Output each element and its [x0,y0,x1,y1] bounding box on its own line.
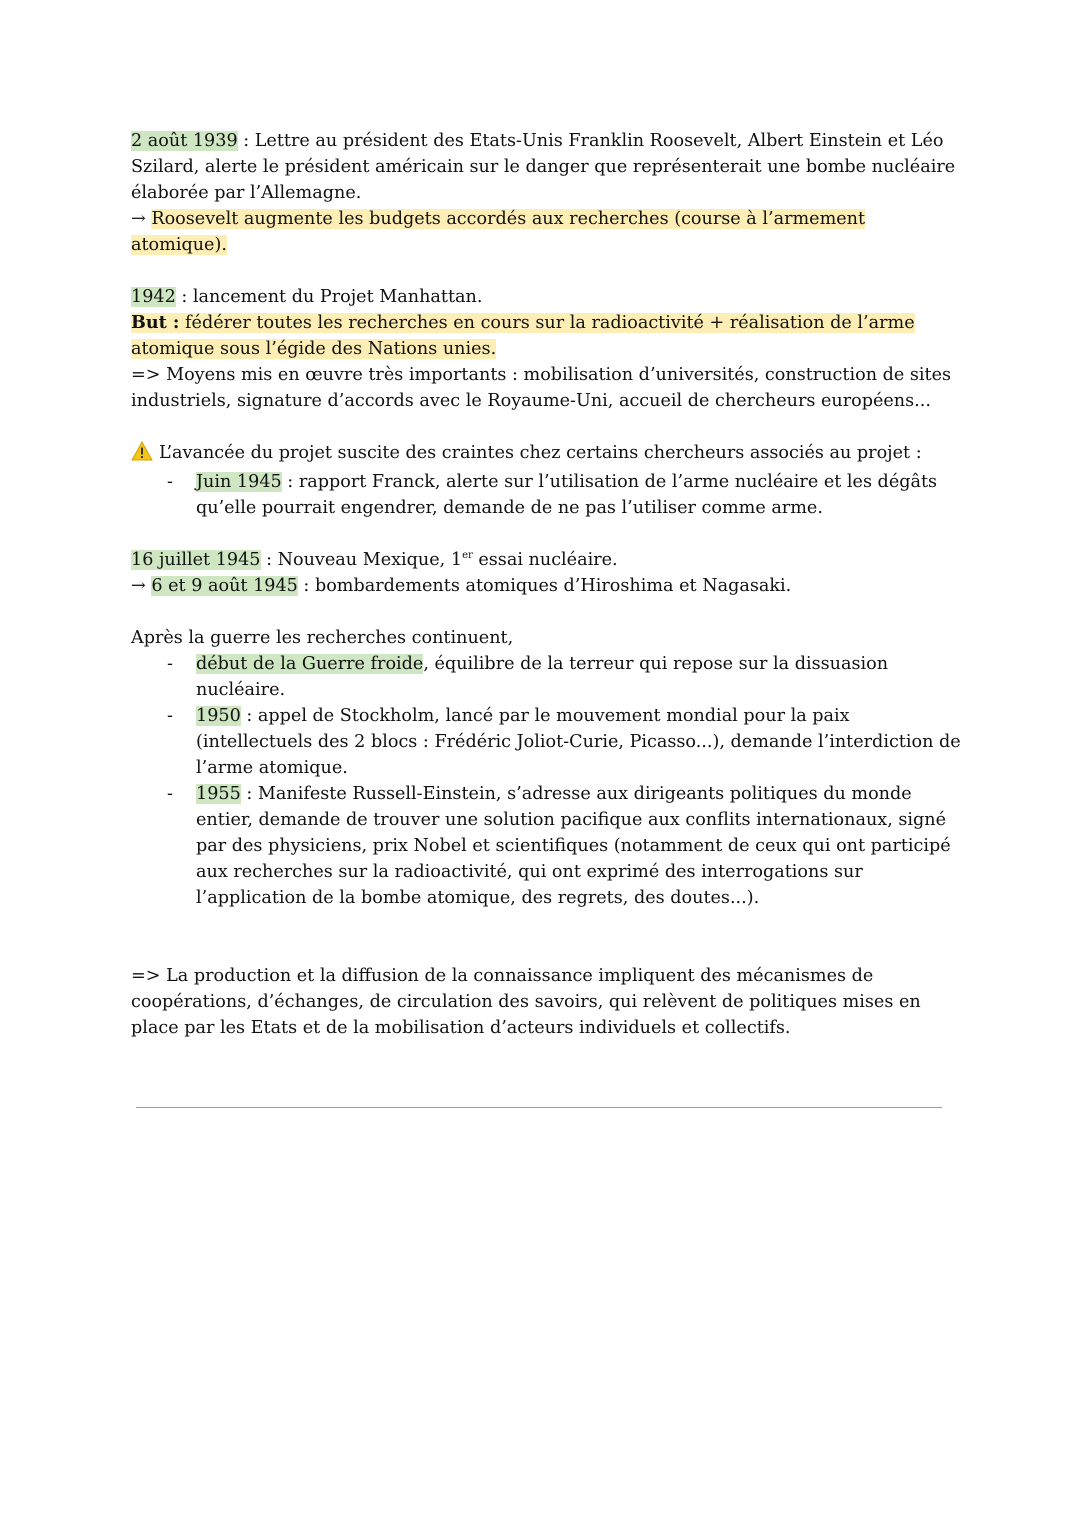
item-text: : rapport Franck, alerte sur l’utilisation de l’arme nucléaire et les dégâts qu’elle pourrait engendrer, demande de ne pas l’utiliser comme arme. [196,472,938,518]
arrow-icon: → [131,576,146,596]
list-item [131,781,961,911]
bullet-dash: - [167,706,173,726]
bombing-line [131,573,961,599]
date-highlight: 1942 [131,287,176,307]
item-text: : appel de Stockholm, lancé par le mouvement mondial pour la paix (intellectuels des 2 blocs : Frédéric Joliot-Curie, Picasso...), demande l’interdiction de l’arme atomique. [196,706,961,778]
warning-text: L’avancée du projet suscite des craintes chez certains chercheurs associés au projet : [159,443,922,463]
paragraph-text: : lancement du Projet Manhattan. [175,287,483,307]
warning-list [131,469,961,521]
date-highlight: Juin 1945 [196,472,282,492]
conclusion: => La production et la diffusion de la connaissance impliquent des mécanismes de coopérations, d’échanges, de circulation des savoirs, qui relèvent de politiques mises en place par les Etats et de la mobilisation d’acteurs individuels et collectifs. [131,966,921,1038]
bullet-dash: - [167,472,173,492]
item-highlight: début de la Guerre froide [196,654,424,674]
paragraph-1942 [131,284,961,310]
bullet-dash: - [167,784,173,804]
list-item [131,703,961,781]
after-war-list [131,651,961,911]
paragraph-1945 [131,547,961,573]
item-highlight: 1950 [196,706,241,726]
item-highlight: 1955 [196,784,241,804]
item-text: : Manifeste Russell-Einstein, s’adresse aux dirigeants politiques du monde entier, demande de trouver une solution pacifique aux conflits internationaux, signé par des physiciens, prix Nobel et scientifiques (notamment de ceux qui ont participé aux recherches sur la radioactivité, qui ont exprimé des interrogations sur l’application de la bombe atomique, des regrets, des doutes...). [196,784,951,908]
bullet-dash: - [167,654,173,674]
consequence-highlight: Roosevelt augmente les budgets accordés aux recherches (course à l’armement atomique). [131,209,866,255]
document-body [131,128,961,1041]
consequence-line [131,206,961,258]
warning-icon [131,441,153,469]
item-text: , équilibre de la terreur qui repose sur la dissuasion nucléaire. [196,654,889,700]
goal-label: But : [131,312,180,333]
superscript: er [462,550,473,561]
paragraph-1939 [131,128,961,206]
after-war-intro: Après la guerre les recherches continuent, [131,628,514,648]
horizontal-rule [136,1107,942,1108]
paragraph-text: : Nouveau Mexique, 1 [260,550,463,570]
warning-line [131,440,961,469]
date-highlight: 2 août 1939 [131,131,238,151]
goal-text: fédérer toutes les recherches en cours sur la radioactivité + réalisation de l’arme atomique sous l’égide des Nations unies. [131,313,915,359]
list-item [131,469,961,521]
date-highlight: 16 juillet 1945 [131,550,261,570]
paragraph-text: : Lettre au président des Etats-Unis Franklin Roosevelt, Albert Einstein et Léo Szilard, alerte le président américain sur le danger que représenterait une bombe nucléaire élaborée par l’Allemagne. [131,131,956,203]
means-line: => Moyens mis en œuvre très importants : mobilisation d’universités, construction de sites industriels, signature d’accords avec le Royaume-Uni, accueil de chercheurs européens... [131,365,952,411]
paragraph-text: : bombardements atomiques d’Hiroshima et Nagasaki. [297,576,792,596]
date-highlight: 6 et 9 août 1945 [151,576,298,596]
paragraph-text-after: essai nucléaire. [472,550,618,570]
list-item [131,651,961,703]
goal-line [131,310,961,362]
arrow-icon: → [131,209,146,229]
